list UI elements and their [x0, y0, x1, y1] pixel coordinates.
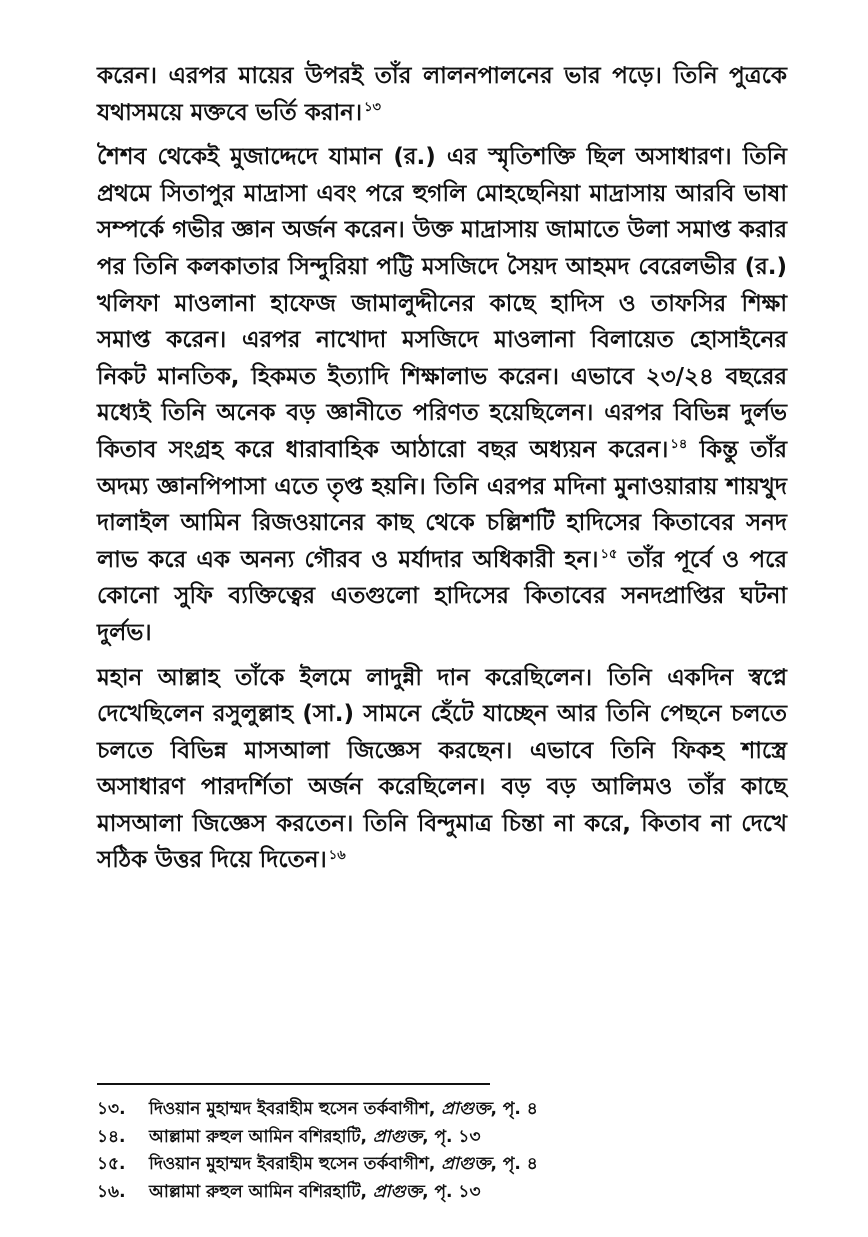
paragraph-text: কিন্তু তাঁর অদম্য জ্ঞানপিপাসা এতে তৃপ্ত হয়নি। তিনি এরপর মদিনা মুনাওয়ারায় শায়খুদ দালাইল আমিন রিজওয়ানের কাছ থেকে চল্লিশটি হাদিসের কিতাবের সনদ লাভ করে এক অনন্য গৌরব ও মর্যাদার অধিকারী হন।: [97, 436, 787, 573]
footnote-author: দিওয়ান মুহাম্মদ ইবরাহীম হুসেন তর্কবাগীশ,: [149, 1154, 442, 1174]
paragraph: [97, 139, 787, 651]
footnote-item: [97, 1124, 787, 1152]
footnote-number: ১৬.: [97, 1181, 126, 1202]
footnote-page: , পৃ. ৪: [490, 1154, 538, 1174]
paragraph-text: করেন। এরপর মায়ের উপরই তাঁর লালনপালনের ভার পড়ে। তিনি পুত্রকে যথাসময়ে মক্তবে ভর্তি করান।: [97, 63, 787, 126]
footnote-divider: [97, 1083, 490, 1085]
paragraph: [97, 660, 787, 880]
footnote-item: [97, 1179, 787, 1207]
footnote-number: ১৩.: [97, 1099, 126, 1119]
body-text: [97, 58, 787, 879]
footnote-ref: ১৬: [328, 847, 346, 863]
footnote-ref: ১৪: [670, 437, 688, 453]
footnote-ref: ১৫: [600, 547, 618, 563]
footnote-list: [97, 1096, 787, 1206]
paragraph-text: মহান আল্লাহ তাঁকে ইলমে লাদুন্নী দান করেছিলেন। তিনি একদিন স্বপ্নে দেখেছিলেন রসুলুল্লাহ (সা.) সামনে হেঁটে যাচ্ছেন আর তিনি পেছনে চলতে চলতে বিভিন্ন মাসআলা জিজ্ঞেস করছেন। এভাবে তিনি ফিকহ শাস্ত্রে অসাধারণ পারদর্শিতা অর্জন করেছিলেন। বড় বড় আলিমও তাঁর কাছে মাসআলা জিজ্ঞেস করতেন। তিনি বিন্দুমাত্র চিন্তা না করে, কিতাব না দেখে সঠিক উত্তর দিয়ে দিতেন।: [97, 664, 787, 874]
footnote-page: , পৃ. ১৩: [422, 1126, 481, 1147]
footnote-number: ১৪.: [97, 1126, 126, 1147]
footnote-page: , পৃ. ১৩: [422, 1181, 481, 1202]
footnote-author: আল্লামা রুহুল আমিন বশিরহাটি,: [149, 1126, 373, 1147]
footnote-item: [97, 1096, 787, 1124]
footnote-work: প্রাগুক্ত: [441, 1099, 491, 1119]
footnote-author: দিওয়ান মুহাম্মদ ইবরাহীম হুসেন তর্কবাগীশ,: [149, 1099, 442, 1119]
footnote-item: [97, 1151, 787, 1179]
footnote-work: প্রাগুক্ত: [372, 1181, 423, 1202]
paragraph: [97, 58, 787, 131]
footnote-work: প্রাগুক্ত: [441, 1154, 491, 1174]
footnote-number: ১৫.: [97, 1154, 126, 1174]
footnote-author: আল্লামা রুহুল আমিন বশিরহাটি,: [149, 1181, 373, 1202]
footnote-work: প্রাগুক্ত: [372, 1126, 423, 1147]
paragraph-text: শৈশব থেকেই মুজাদ্দেদে যামান (র.) এর স্মৃতিশক্তি ছিল অসাধারণ। তিনি প্রথমে সিতাপুর মাদ্রাসা এবং পরে হুগলি মোহছেনিয়া মাদ্রাসায় আরবি ভাষা সম্পর্কে গভীর জ্ঞান অর্জন করেন। উক্ত মাদ্রাসায় জামাতে উলা সমাপ্ত করার পর তিনি কলকাতার সিন্দুরিয়া পট্টি মসজিদে সৈয়দ আহমদ বেরেলভীর (র.) খলিফা মাওলানা হাফেজ জামালুদ্দীনের কাছে হাদিস ও তাফসির শিক্ষা সমাপ্ত করেন। এরপর নাখোদা মসজিদে মাওলানা বিলায়েত হোসাইনের নিকট মানতিক, হিকমত ইত্যাদি শিক্ষালাভ করেন। এভাবে ২৩/২৪ বছরের মধ্যেই তিনি অনেক বড় জ্ঞানীতে পরিণত হয়েছিলেন। এরপর বিভিন্ন দুর্লভ কিতাব সংগ্রহ করে ধারাবাহিক আঠারো বছর অধ্যয়ন করেন।: [97, 144, 787, 463]
footnote-ref: ১৩: [364, 99, 381, 115]
footnote-page: , পৃ. ৪: [490, 1099, 538, 1119]
paragraph-text: তাঁর পূর্বে ও পরে কোনো সুফি ব্যক্তিত্বের এতগুলো হাদিসের কিতাবের সনদপ্রাপ্তির ঘটনা দুর্লভ।: [97, 546, 787, 646]
